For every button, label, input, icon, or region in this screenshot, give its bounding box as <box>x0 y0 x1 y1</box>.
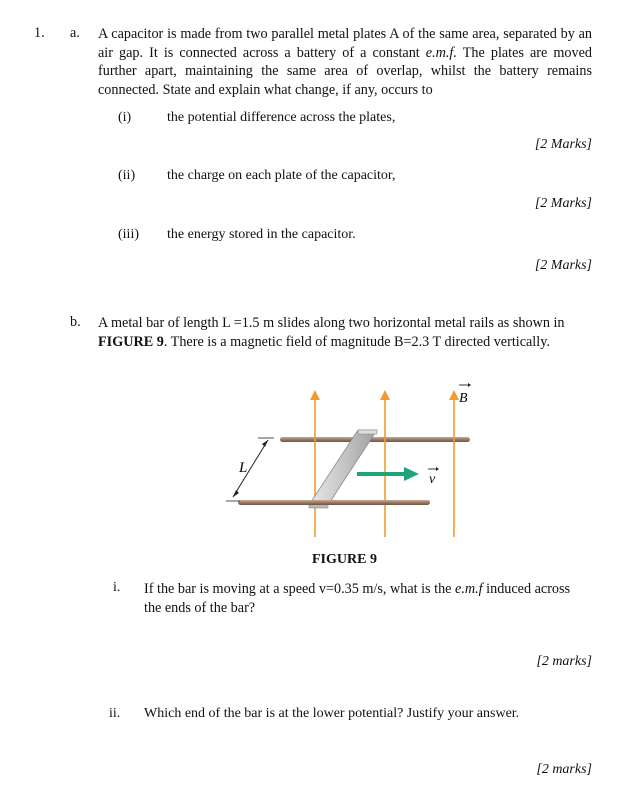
length-dimension <box>226 438 274 501</box>
part-a-i-label: (i) <box>118 110 132 125</box>
part-a-iii-label: (iii) <box>118 227 139 242</box>
velocity-label: v <box>429 472 436 487</box>
part-b-label: b. <box>70 314 81 330</box>
vector-v-symbol <box>428 467 439 471</box>
part-a-text-2: The plates are moved further apart, maintaining the same area of overlap, whilst the battery remains connected. State and explain what change, if any, occurs to <box>98 44 592 98</box>
part-b-ii-text: Which end of the bar is at the lower potential? Justify your answer. <box>144 706 520 721</box>
part-b-ii-marks: [2 marks] <box>536 762 592 777</box>
front-rail <box>238 500 430 505</box>
part-a-ii-text: the charge on each plate of the capacitor, <box>167 168 396 183</box>
part-b-i-text-2: induced across the ends of the bar? <box>144 581 571 616</box>
length-label: L <box>239 460 248 476</box>
part-a-i-text: the potential difference across the plates, <box>167 110 396 125</box>
part-b-figure-ref: FIGURE 9 <box>98 333 164 350</box>
part-a-label: a. <box>70 25 80 41</box>
part-b-ii-label: ii. <box>109 706 121 721</box>
field-label: B <box>459 391 468 406</box>
part-a-iii-text: the energy stored in the capacitor. <box>167 227 356 242</box>
part-b-i-text <box>144 580 574 617</box>
part-a-i-marks: [2 Marks] <box>534 137 592 152</box>
part-b-text-2: . There is a magnetic field of magnitude B=2.3 T directed vertically. <box>163 333 550 350</box>
vector-b-symbol <box>459 383 471 387</box>
part-a-iii-marks: [2 Marks] <box>534 258 592 273</box>
velocity-arrow <box>357 467 419 481</box>
part-a-emf: e.m.f. <box>425 44 457 61</box>
figure-caption: FIGURE 9 <box>312 552 377 567</box>
back-rail <box>280 437 470 442</box>
part-b-i-label: i. <box>113 580 121 595</box>
question-number: 1. <box>34 25 45 41</box>
part-b-i-emf: e.m.f <box>455 581 483 597</box>
part-a-ii-label: (ii) <box>118 168 136 183</box>
part-a-text-1: A capacitor is made from two parallel metal plates A of the same area, separated by an air gap. It is connected across a battery of a constant <box>98 26 592 61</box>
part-b-i-marks: [2 marks] <box>536 654 592 669</box>
part-a-ii-marks: [2 Marks] <box>534 196 592 211</box>
part-b-text-1: A metal bar of length L =1.5 m slides along two horizontal metal rails as shown in <box>98 315 565 331</box>
magnetic-field-lines <box>310 390 459 537</box>
part-b-i-text-1: If the bar is moving at a speed v=0.35 m/s, what is the <box>144 581 456 597</box>
